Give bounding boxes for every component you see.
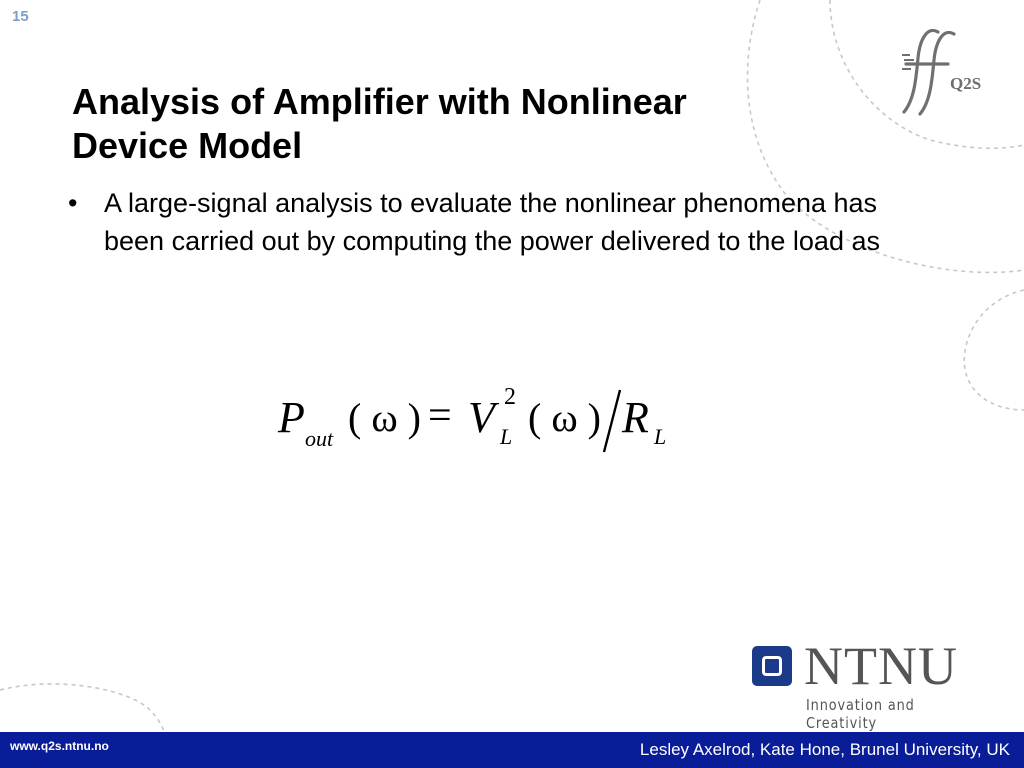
- q2s-logo-text: Q2S: [950, 74, 982, 93]
- formula-fraction-slash: [600, 388, 624, 456]
- bullet-item: [64, 184, 924, 260]
- formula-sub-l-1: L: [500, 424, 513, 449]
- ntnu-logo: [752, 636, 1002, 732]
- formula-equals: =: [428, 393, 452, 439]
- formula-p: P: [278, 393, 305, 442]
- footer-url-panel: [0, 732, 160, 768]
- power-formula: [278, 384, 698, 460]
- formula-omega-2: ( ω ): [528, 395, 601, 440]
- slide-number: 15: [12, 8, 29, 25]
- footer-url[interactable]: www.q2s.ntnu.no: [10, 739, 109, 753]
- formula-sub-out: out: [305, 426, 334, 451]
- q2s-logo: [898, 24, 998, 120]
- footer-credit: Lesley Axelrod, Kate Hone, Brunel University, UK: [639, 740, 1010, 759]
- formula-omega-1: ( ω ): [348, 395, 421, 440]
- q2s-ff-icon: [898, 24, 958, 120]
- ntnu-wordmark: NTNU: [804, 636, 958, 696]
- formula-sub-l-2: L: [654, 424, 667, 449]
- formula-r: R: [622, 393, 649, 442]
- bullet-list: [64, 184, 924, 260]
- footer-bar: [0, 732, 1024, 768]
- bullet-text: A large-signal analysis to evaluate the nonlinear phenomena has been carried out by computing the power delivered to the load as: [104, 188, 880, 256]
- slide-title: Analysis of Amplifier with Nonlinear Device Model: [72, 81, 687, 166]
- ntnu-tagline: Innovation and Creativity: [806, 696, 915, 732]
- ntnu-emblem-icon: [752, 646, 792, 686]
- formula-v: V: [468, 393, 495, 442]
- formula-sup-2: 2: [504, 384, 516, 410]
- bullet-dot-icon: •: [68, 188, 78, 218]
